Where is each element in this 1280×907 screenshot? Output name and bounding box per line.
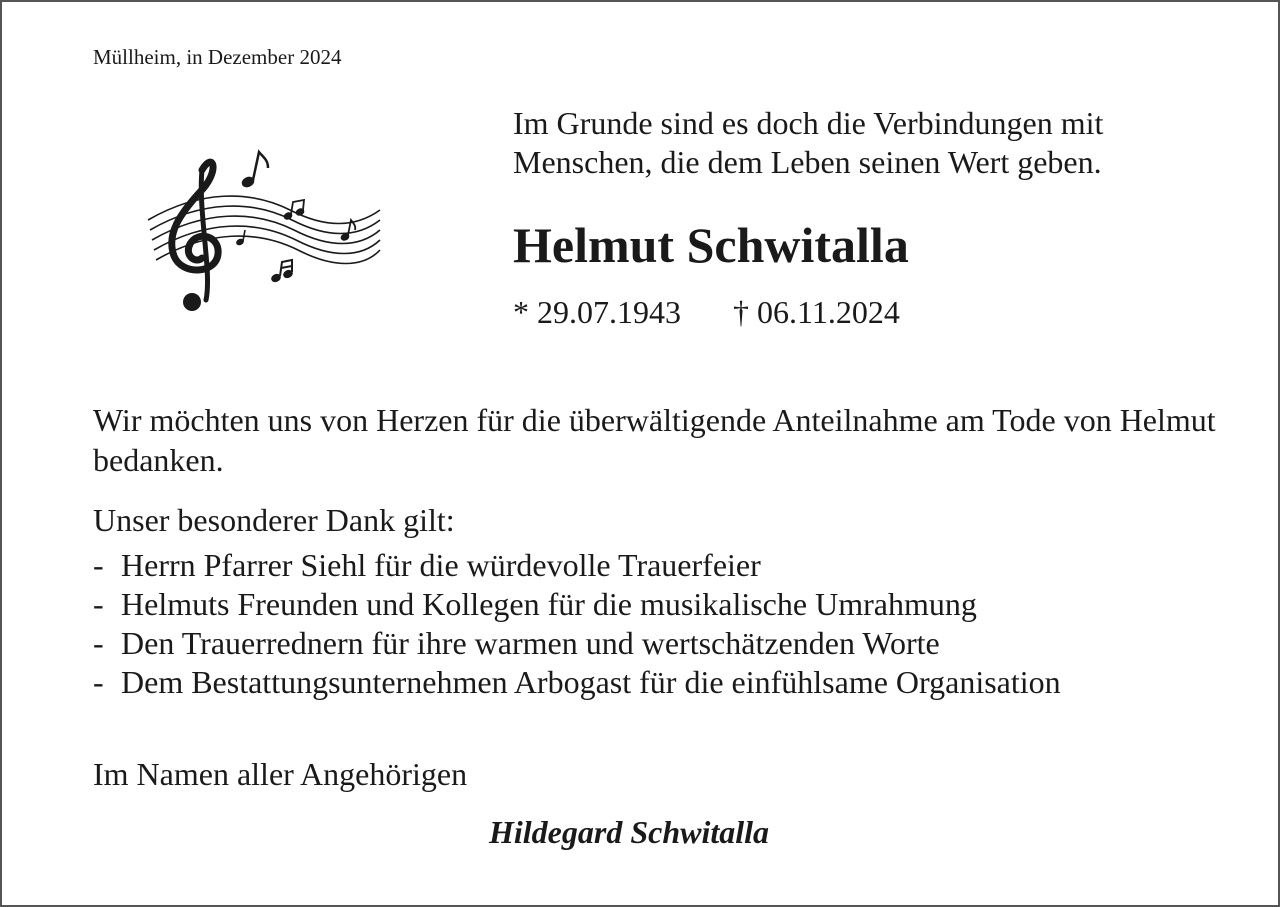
list-item-text: Herrn Pfarrer Siehl für die würdevolle Trauerfeier — [121, 547, 761, 583]
thanks-list — [93, 546, 1233, 702]
list-dash: - — [93, 547, 104, 583]
quote-line-1: Im Grunde sind es doch die Verbindungen mit — [513, 105, 1104, 141]
list-item — [93, 585, 1233, 624]
thanks-heading: Unser besonderer Dank gilt: — [93, 502, 455, 538]
death-date: † 06.11.2024 — [733, 294, 900, 330]
thanks-intro: Wir möchten uns von Herzen für die überwältigende Anteilnahme am Tode von Helmut bedanken. — [93, 402, 1216, 478]
birth-date: * 29.07.1943 — [513, 294, 681, 330]
thanks-message — [93, 400, 1233, 702]
place-date: Müllheim, in Dezember 2024 — [93, 45, 342, 69]
signature-name: Hildegard Schwitalla — [489, 814, 770, 850]
list-item — [93, 546, 1233, 585]
treble-clef-music-notes-icon — [140, 142, 385, 327]
list-item-text: Helmuts Freunden und Kollegen für die musikalische Umrahmung — [121, 586, 977, 622]
list-item — [93, 624, 1233, 663]
list-dash: - — [93, 664, 104, 700]
list-item — [93, 663, 1233, 702]
closing-line: Im Namen aller Angehörigen — [93, 756, 468, 792]
life-dates — [513, 292, 900, 332]
quote-line-2: Menschen, die dem Leben seinen Wert geben. — [513, 144, 1102, 180]
list-item-text: Den Trauerrednern für ihre warmen und wertschätzenden Worte — [121, 625, 940, 661]
list-dash: - — [93, 625, 104, 661]
list-item-text: Dem Bestattungsunternehmen Arbogast für die einfühlsame Organisation — [121, 664, 1061, 700]
deceased-name: Helmut Schwitalla — [513, 217, 909, 273]
memorial-quote — [513, 104, 1103, 182]
list-dash: - — [93, 586, 104, 622]
